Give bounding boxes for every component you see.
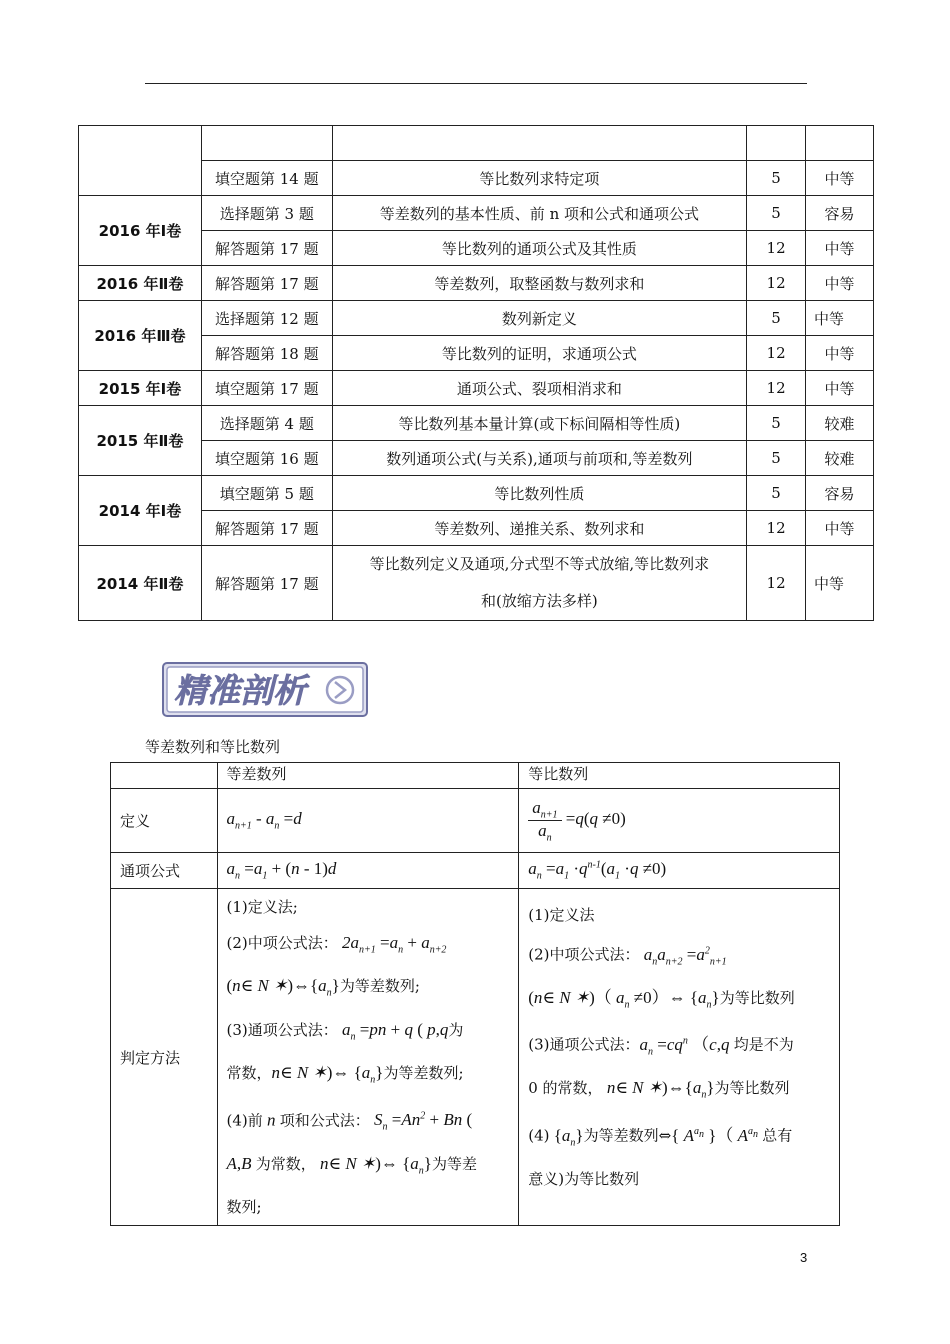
table-row (111, 763, 840, 789)
cell-content: 等比数列基本量计算(或下标间隔相等性质) (332, 406, 746, 441)
cell-difficulty: 中等 (806, 336, 874, 371)
section-badge (162, 662, 368, 717)
section-caption: 等差数列和等比数列 (145, 738, 281, 756)
cell-difficulty: 中等 (806, 371, 874, 406)
cell-score: 5 (747, 406, 806, 441)
cell-difficulty: 中等 (806, 511, 874, 546)
row-label-judge: 判定方法 (111, 889, 218, 1226)
cell-year: 2016 年Ⅲ卷 (79, 301, 202, 371)
header-rule (145, 83, 807, 84)
table-row (79, 371, 874, 406)
header-geo: 等比数列 (519, 763, 840, 789)
cell-difficulty: 中等 (806, 161, 874, 196)
cell-difficulty: 容易 (806, 196, 874, 231)
page-number: 3 (800, 1250, 808, 1265)
general-arith: $a_n =a_1 + (n - 1)d$ (217, 853, 519, 889)
row-label-definition: 定义 (111, 789, 218, 853)
cell-type: 填空题第 17 题 (201, 371, 332, 406)
judge-arith: (1)定义法; (2)中项公式法： $2a_{n+1} =a_n + a_{n+2}$ (n∈ N $✶)\Leftrightarrow\{a_n\}$为等差数列; (3)通项公式法： $a_n =pn + q$ ( p,q为 常数，n∈ N ✶)⇔ $\{a_n\}$为等差数列; (4)前 n 项和公式法： $S_n =An^2 + Bn$ ( A,B 为常数， n∈ N ✶)⇔ $\{a_n\}$为等差 数列; (217, 889, 519, 1226)
cell-score: 12 (747, 336, 806, 371)
row-label-general: 通项公式 (111, 853, 218, 889)
cell-difficulty: 中等 (806, 266, 874, 301)
cell-type: 填空题第 16 题 (201, 441, 332, 476)
general-geo: $a_n =a_1 \cdot q^{n-1}(a_1 \cdot q \ne 0)$ (519, 853, 840, 889)
cell-score: 12 (747, 546, 806, 621)
judge-geo: (1)定义法 (2)中项公式法： $a_na_{n+2} =a^2_{n+1}$ (n∈ N ✶)（ $a_n$ ≠0）⇔ $\{a_n\}$为等比数列 (3)通项公式法：$a_n =cq^n$ （c,q 均是不为 0 的常数， n∈ N $✶)\Leftrightarrow\{a_n\}$为等比数列 (4) $\{a_n\}$为等差数列⇔{ $A^{a_n}$ }（ $A^{a_n}$ 总有 意义)为等比数列 (519, 889, 840, 1226)
cell-year: 2015 年Ⅱ卷 (79, 406, 202, 476)
cell-content: 等比数列求特定项 (332, 161, 746, 196)
cell-content: 等比数列的通项公式及其性质 (332, 231, 746, 266)
cell-score: 5 (747, 301, 806, 336)
compare-table (110, 762, 840, 1226)
exam-table (78, 125, 874, 621)
cell-content: 等差数列的基本性质、前 n 项和公式和通项公式 (332, 196, 746, 231)
cell-type: 解答题第 17 题 (201, 511, 332, 546)
cell-type: 解答题第 17 题 (201, 231, 332, 266)
cell-type: 选择题第 4 题 (201, 406, 332, 441)
cell-score: 5 (747, 441, 806, 476)
cell-year: 2016 年Ⅱ卷 (79, 266, 202, 301)
cell-year: 2015 年Ⅰ卷 (79, 371, 202, 406)
cell-type: 填空题第 5 题 (201, 476, 332, 511)
cell-type: 解答题第 17 题 (201, 266, 332, 301)
cell-year: 2014 年Ⅱ卷 (79, 546, 202, 621)
cell-type: 解答题第 18 题 (201, 336, 332, 371)
cell-type: 选择题第 3 题 (201, 196, 332, 231)
cell-score: 12 (747, 266, 806, 301)
cell-score: 12 (747, 511, 806, 546)
table-row (79, 301, 874, 336)
cell-difficulty: 较难 (806, 441, 874, 476)
cell-type: 解答题第 17 题 (201, 546, 332, 621)
cell-content: 数列通项公式(与关系),通项与前项和,等差数列 (332, 441, 746, 476)
table-row (79, 196, 874, 231)
cell-type: 填空题第 14 题 (201, 161, 332, 196)
cell-score: 5 (747, 476, 806, 511)
table-row (111, 889, 840, 1226)
cell-score: 12 (747, 371, 806, 406)
cell-difficulty: 容易 (806, 476, 874, 511)
cell-difficulty: 中等 (806, 301, 874, 336)
cell-score: 5 (747, 161, 806, 196)
table-row (79, 406, 874, 441)
cell-year: 2014 年Ⅰ卷 (79, 476, 202, 546)
badge-text: 精准剖析 (174, 671, 306, 710)
cell-score: 12 (747, 231, 806, 266)
cell-type: 选择题第 12 题 (201, 301, 332, 336)
table-row (111, 789, 840, 853)
table-row (79, 546, 874, 621)
table-row (79, 476, 874, 511)
cell-content: 等比数列性质 (332, 476, 746, 511)
cell-difficulty: 中等 (806, 231, 874, 266)
table-row (111, 853, 840, 889)
cell-score: 5 (747, 196, 806, 231)
cell-content: 等差数列，取整函数与数列求和 (332, 266, 746, 301)
cell-content: 通项公式、裂项相消求和 (332, 371, 746, 406)
definition-geo: $\frac{a_{n+1}}{a_n}$ =q(q ≠0) (519, 789, 840, 853)
cell-content: 等比数列的证明，求通项公式 (332, 336, 746, 371)
cell-content: 等差数列、递推关系、数列求和 (332, 511, 746, 546)
definition-arith: $a_{n+1} - a_n =d$ (217, 789, 519, 853)
table-row (79, 266, 874, 301)
cell-year: 2016 年Ⅰ卷 (79, 196, 202, 266)
cell-difficulty: 中等 (806, 546, 874, 621)
header-arith: 等差数列 (217, 763, 519, 789)
cell-content: 数列新定义 (332, 301, 746, 336)
table-row (79, 126, 874, 161)
cell-content: 等比数列定义及通项,分式型不等式放缩,等比数列求 和(放缩方法多样) (332, 546, 746, 621)
cell-difficulty: 较难 (806, 406, 874, 441)
